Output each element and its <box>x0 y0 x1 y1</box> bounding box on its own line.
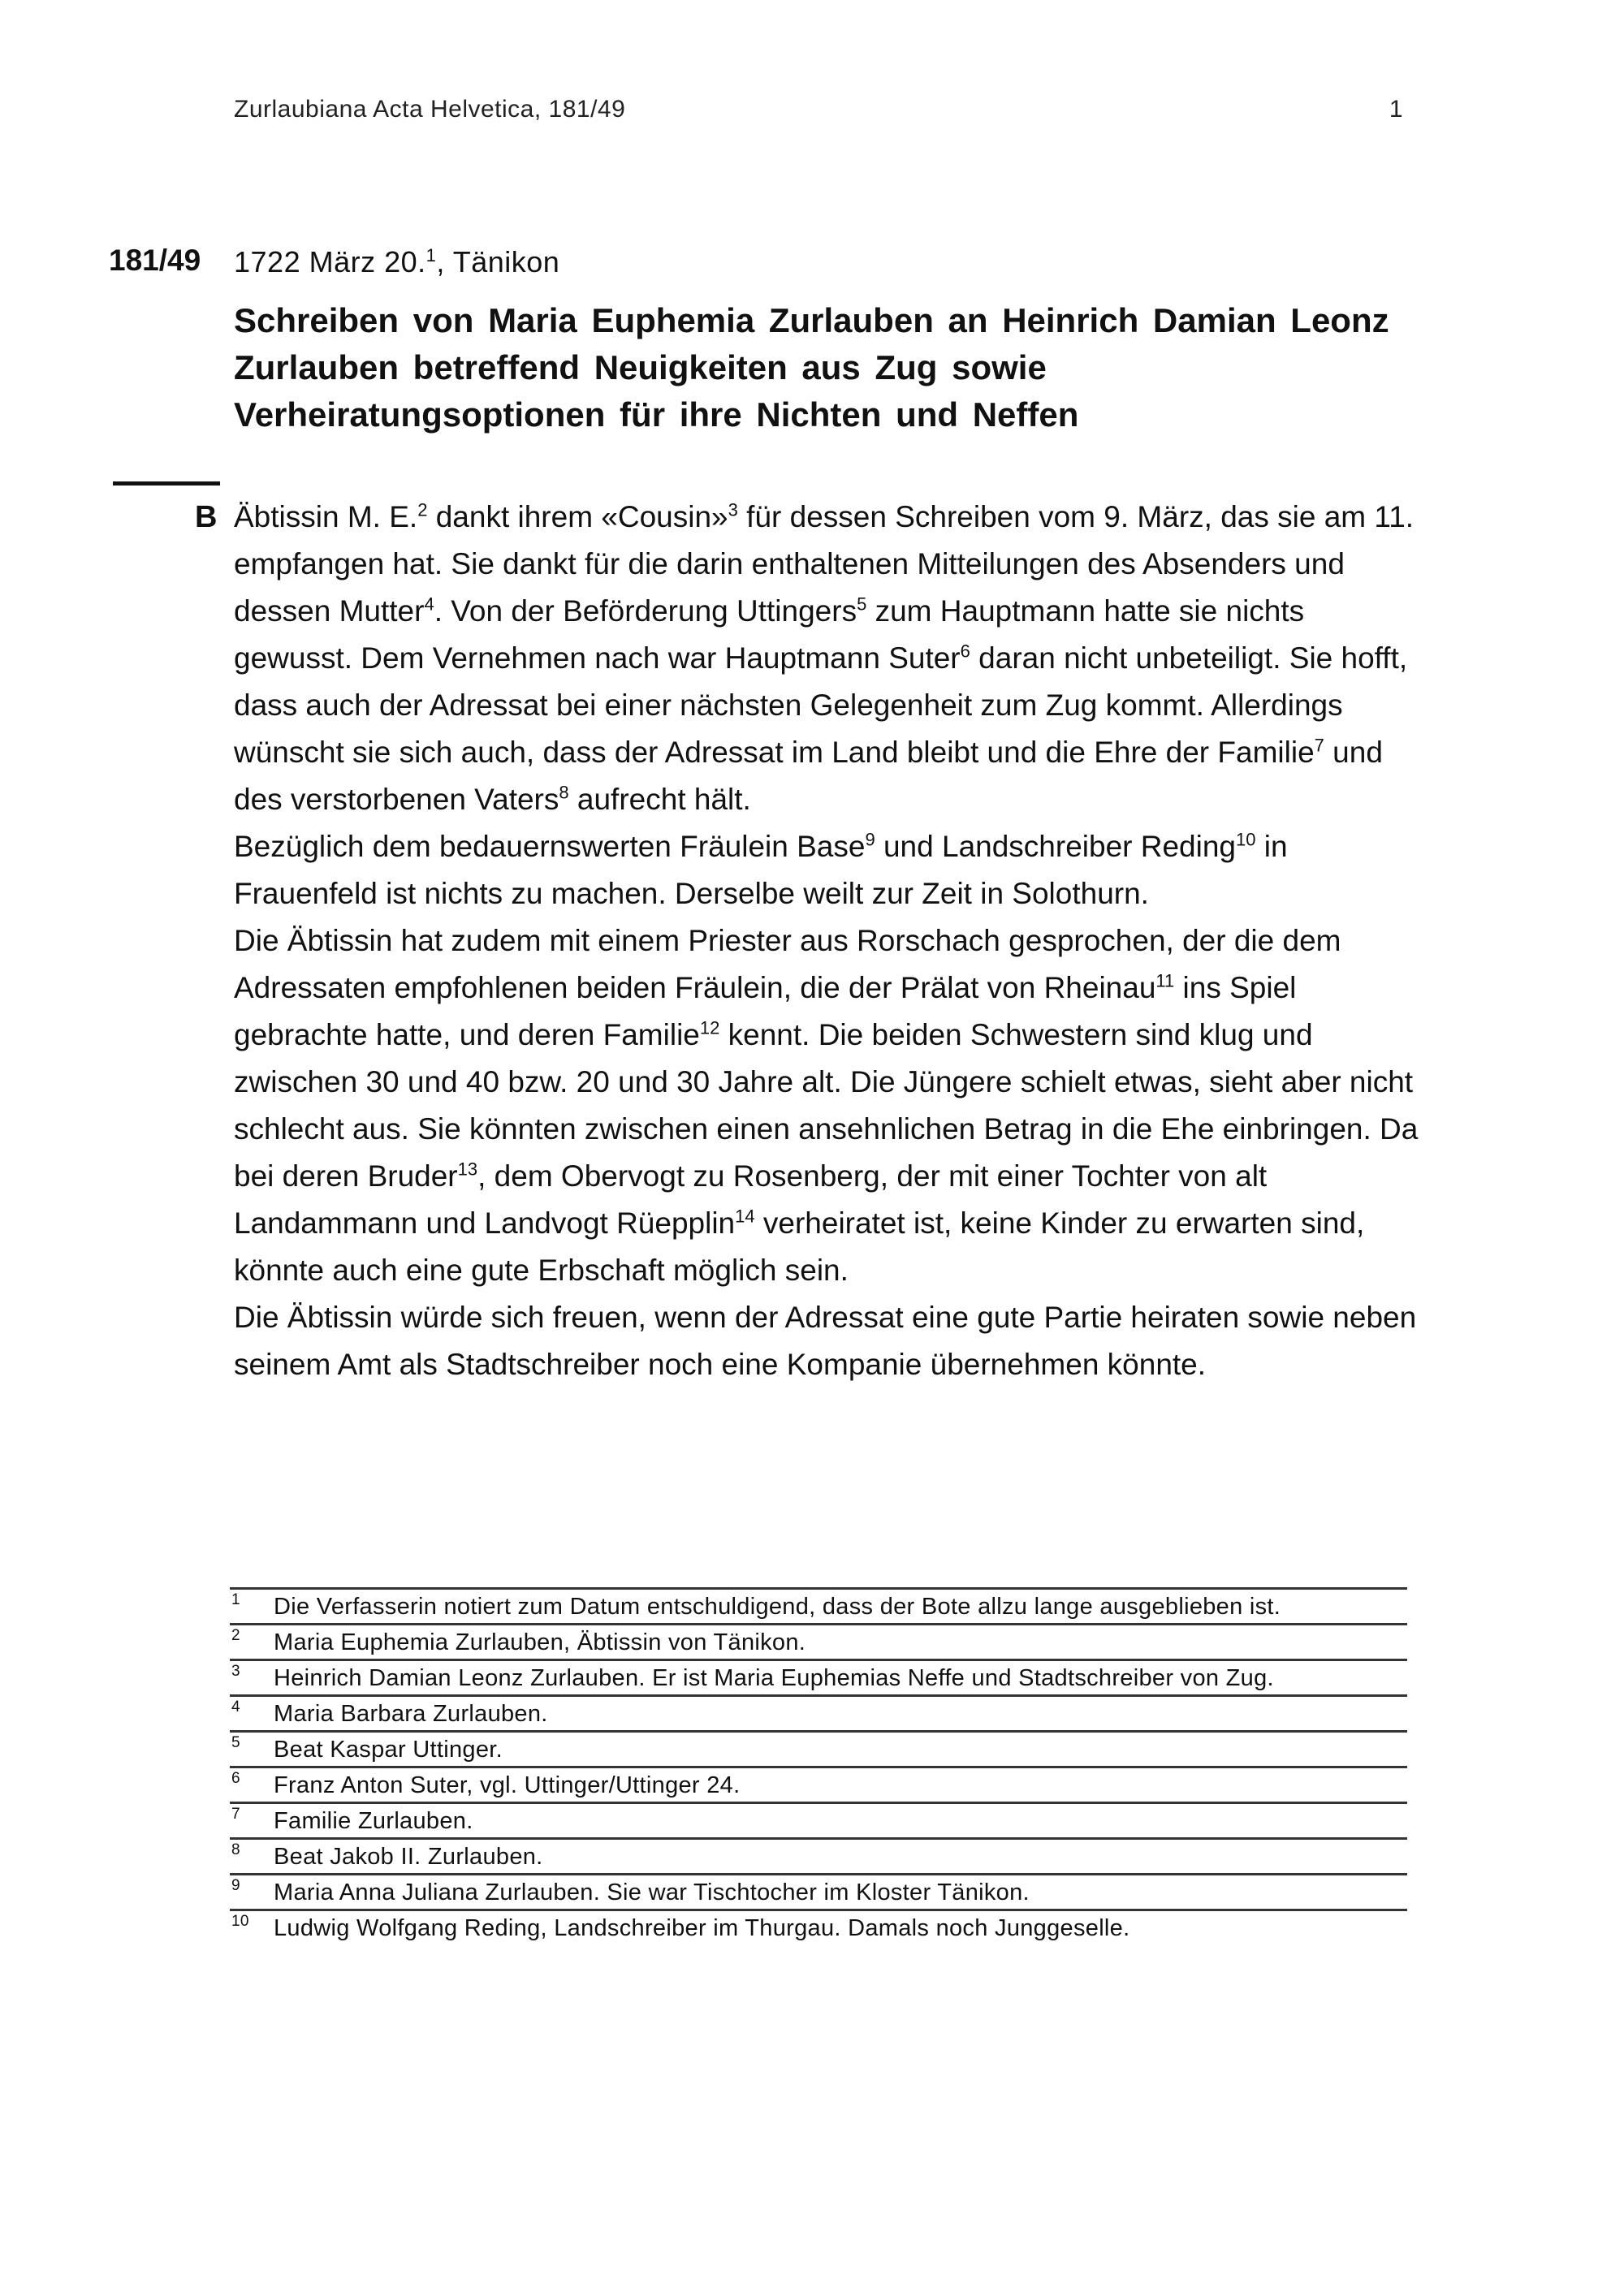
footnote-number: 5 <box>231 1734 240 1751</box>
footnote-number: 2 <box>231 1627 240 1644</box>
page-number: 1 <box>1389 96 1403 123</box>
summary-text: Äbtissin M. E. <box>234 500 418 533</box>
footnote-text: Maria Anna Juliana Zurlauben. Sie war Tischtocher im Kloster Tänikon. <box>274 1880 1030 1905</box>
document-title: Schreiben von Maria Euphemia Zurlauben an Heinrich Damian Leonz Zurlauben betreffend Neuigkeiten aus Zug sowie Verheiratungsoptionen für ihre Nichten und Neffen <box>234 301 1389 434</box>
footnote-number: 9 <box>231 1877 240 1894</box>
footnote-item <box>230 1909 1407 1944</box>
summary-body <box>234 494 1419 1388</box>
footnote-item <box>230 1873 1407 1909</box>
running-title: Zurlaubiana Acta Helvetica, 181/49 <box>234 96 626 123</box>
margin-rule-divider <box>113 481 220 486</box>
summary-text: aufrecht hält. <box>568 783 751 816</box>
section-marker: B <box>195 500 218 534</box>
footnote-ref[interactable]: 4 <box>424 593 434 615</box>
summary-paragraph <box>234 1294 1419 1388</box>
footnote-item <box>230 1587 1407 1623</box>
footnote-text: Heinrich Damian Leonz Zurlauben. Er ist Maria Euphemias Neffe und Stadtschreiber von Zug. <box>274 1665 1274 1691</box>
footnote-ref[interactable]: 11 <box>1155 970 1175 991</box>
footnote-number: 8 <box>231 1841 240 1858</box>
footnote-text: Die Verfasserin notiert zum Datum entschuldigend, dass der Bote allzu lange ausgeblieben ist. <box>274 1594 1281 1620</box>
footnotes-list <box>230 1587 1407 1944</box>
footnote-item <box>230 1837 1407 1873</box>
footnote-text: Franz Anton Suter, vgl. Uttinger/Uttinger 24. <box>274 1772 741 1798</box>
footnote-item <box>230 1802 1407 1837</box>
footnote-item <box>230 1623 1407 1659</box>
footnote-number: 7 <box>231 1806 240 1823</box>
summary-text: ins Spiel gebrachte hatte, und deren Familie <box>234 971 1297 1051</box>
summary-text: in Frauenfeld ist nichts zu machen. Derselbe weilt zur Zeit in Solothurn. <box>234 830 1288 910</box>
footnote-number: 4 <box>231 1698 240 1716</box>
summary-text: Die Äbtissin hat zudem mit einem Priester aus Rorschach gesprochen, der die dem Adressaten empfohlenen beiden Fräulein, die der Prälat von Rheinau <box>234 924 1341 1004</box>
footnote-ref[interactable]: 8 <box>559 782 569 803</box>
footnote-item <box>230 1766 1407 1802</box>
footnote-text: Beat Jakob II. Zurlauben. <box>274 1844 543 1870</box>
footnote-ref[interactable]: 1 <box>425 245 437 265</box>
footnote-item <box>230 1694 1407 1730</box>
summary-text: und des verstorbenen Vaters <box>234 736 1383 816</box>
document-place: , Tänikon <box>436 245 560 278</box>
summary-text: verheiratet ist, keine Kinder zu erwarten sind, könnte auch eine gute Erbschaft möglich sein. <box>234 1206 1365 1287</box>
summary-paragraph <box>234 917 1419 1294</box>
document-dateline <box>234 245 559 279</box>
document-date: 1722 März 20. <box>234 245 426 278</box>
summary-paragraph <box>234 823 1419 917</box>
footnote-number: 10 <box>231 1913 249 1930</box>
summary-text: Die Äbtissin würde sich freuen, wenn der Adressat eine gute Partie heiraten sowie neben seinem Amt als Stadtschreiber noch eine Kompanie übernehmen könnte. <box>234 1301 1417 1381</box>
summary-text: und Landschreiber Reding <box>875 830 1237 863</box>
footnote-text: Familie Zurlauben. <box>274 1808 473 1834</box>
summary-text: kennt. Die beiden Schwestern sind klug und zwischen 30 und 40 bzw. 20 und 30 Jahre alt. Die Jüngere schielt etwas, sieht aber nicht schlecht aus. Sie könnten zwischen einen ansehnlichen Betrag in die Ehe einbringen. Da bei deren Bruder <box>234 1018 1419 1193</box>
summary-text: für dessen Schreiben vom 9. März, das sie am 11. empfangen hat. Sie dankt für die darin enthaltenen Mitteilungen des Absenders und dessen Mutter <box>234 500 1415 628</box>
footnote-ref[interactable]: 6 <box>960 641 970 662</box>
footnote-number: 6 <box>231 1770 240 1787</box>
summary-text: Bezüglich dem bedauernswerten Fräulein Base <box>234 830 866 863</box>
footnote-number: 3 <box>231 1663 240 1680</box>
footnote-text: Maria Barbara Zurlauben. <box>274 1701 548 1727</box>
footnote-ref[interactable]: 5 <box>857 593 867 615</box>
footnote-ref[interactable]: 3 <box>728 499 738 520</box>
footnote-item <box>230 1730 1407 1766</box>
footnote-ref[interactable]: 7 <box>1314 735 1324 756</box>
summary-text: zum Hauptmann hatte sie nichts gewusst. Dem Vernehmen nach war Hauptmann Suter <box>234 594 1305 675</box>
running-header <box>234 96 1403 123</box>
footnote-ref[interactable]: 9 <box>865 829 875 850</box>
footnote-text: Maria Euphemia Zurlauben, Äbtissin von Tänikon. <box>274 1629 806 1655</box>
summary-text: . Von der Beförderung Uttingers <box>434 594 857 628</box>
footnote-item <box>230 1659 1407 1694</box>
footnote-ref[interactable]: 14 <box>735 1206 755 1227</box>
footnote-ref[interactable]: 2 <box>417 499 428 520</box>
summary-paragraph <box>234 494 1419 823</box>
footnote-ref[interactable]: 13 <box>457 1159 478 1180</box>
footnote-text: Ludwig Wolfgang Reding, Landschreiber im Thurgau. Damals noch Junggeselle. <box>274 1915 1130 1941</box>
footnote-text: Beat Kaspar Uttinger. <box>274 1737 503 1763</box>
footnote-ref[interactable]: 12 <box>699 1017 720 1038</box>
summary-text: daran nicht unbeteiligt. Sie hofft, dass auch der Adressat bei einer nächsten Gelegenheit zum Zug kommt. Allerdings wünscht sie sich auch, dass der Adressat im Land bleibt und die Ehre der Familie <box>234 641 1408 769</box>
footnote-ref[interactable]: 10 <box>1236 829 1256 850</box>
summary-text: dankt ihrem «Cousin» <box>427 500 728 533</box>
summary-text: , dem Obervogt zu Rosenberg, der mit einer Tochter von alt Landammann und Landvogt Rüepplin <box>234 1159 1268 1240</box>
footnote-number: 1 <box>231 1591 240 1608</box>
document-number: 181/49 <box>109 244 201 277</box>
